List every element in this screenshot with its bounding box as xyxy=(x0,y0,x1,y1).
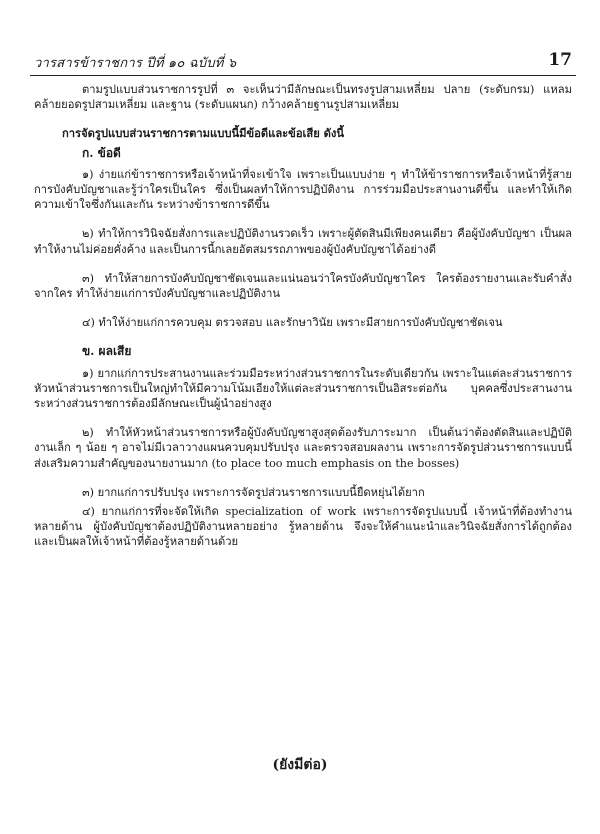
disadvantage-item-1: ๑) ยากแก่การประสานงานและร่วมมือระหว่างส่วนราชการในระดับเดียวกัน เพราะในแต่ละส่วนราชการ หัวหน้าส่วนราชการเป็นใหญ่ทำให้มีความโน้มเอียงให้แต่ละส่วนราชการเป็นอิสระต่อกัน บุคคลซึ่งประสานงานระหว่างส่วนราชการต้องมีลักษณะเป็นผู้นำอย่างสูง xyxy=(34,366,572,411)
disadvantage-item-2: ๒) ทำให้หัวหน้าส่วนราชการหรือผู้บังคับบัญชาสูงสุดต้องรับภาระมาก เป็นต้นว่าต้องตัดสินและปฏิบัติงานเล็ก ๆ น้อย ๆ อาจไม่มีเวลาวางแผนควบคุมปรับปรุง และตรวจสอบผลงาน เพราะการจัดรูปส่วนราชการแบบนี้ส่งเสริมความสำคัญของนายงานมาก (to place too much emphasis on the bosses) xyxy=(34,426,572,470)
disadvantage-item-4: ๔) ยากแก่การที่จะจัดให้เกิด specialization of work เพราะการจัดรูปแบบนี้ เจ้าหน้าที่ต้องทำงานหลายด้าน ผู้บังคับบัญชาต้องปฏิบัติงานหลายอย่าง รู้หลายด้าน จึงจะให้คำแนะนำและวินิจฉัยสั่งการได้ถูกต้อง และเป็นผลให้เจ้าหน้าที่ต้องรู้หลายด้านด้วย xyxy=(34,505,572,549)
disadvantage-item-3: ๓) ยากแก่การปรับปรุง เพราะการจัดรูปส่วนราชการแบบนี้ยืดหยุ่นได้ยาก xyxy=(82,485,425,499)
advantage-item-1: ๑) ง่ายแก่ข้าราชการหรือเจ้าหน้าที่จะเข้าใจ เพราะเป็นแบบง่าย ๆ ทำให้ข้าราชการหรือเจ้าหน้าที่รู้สายการบังคับบัญชาและรู้ว่าใครเป็นใคร ซึ่งเป็นผลทำให้การปฏิบัติงาน การร่วมมือประสานงานดีขึ้น และทำให้เกิดความเข้าใจซึ่งกันและกัน ระหว่างข้าราชการดีขึ้น xyxy=(34,167,572,212)
intro-paragraph: ตามรูปแบบส่วนราชการรูปที่ ๓ จะเห็นว่ามีลักษณะเป็นทรงรูปสามเหลี่ยม ปลาย (ระดับกรม) แหลมคล้ายยอดรูปสามเหลี่ยม และฐาน (ระดับแผนก) กว้างคล้ายฐานรูปสามเหลี่ยม xyxy=(34,83,572,112)
document-body xyxy=(34,82,572,564)
advantage-item-2: ๒) ทำให้การวินิจฉัยสั่งการและปฏิบัติงานรวดเร็ว เพราะผู้ตัดสินมีเพียงคนเดียว คือผู้บังคับบัญชา เป็นผลทำให้งานไม่ค่อยคั่งค้าง และเป็นการนี้กเลยอัตสมรรถภาพของผู้บังคับบัญชาได้อย่างดี xyxy=(34,227,572,256)
continued-label: (ยังมีต่อ) xyxy=(272,757,328,773)
journal-title: วารสารข้าราชการ ปีที่ ๑๐ ฉบับที่ ๖ xyxy=(34,56,237,71)
disadvantages-heading: ข. ผลเสีย xyxy=(82,344,132,359)
advantages-heading: ก. ข้อดี xyxy=(82,145,121,160)
header-divider xyxy=(30,75,576,76)
section-heading: การจัดรูปแบบส่วนราชการตามแบบนี้มีข้อดีและข้อเสีย ดังนี้ xyxy=(62,126,345,141)
advantage-item-4: ๔) ทำให้ง่ายแก่การควบคุม ตรวจสอบ และรักษาวินัย เพราะมีสายการบังคับบัญชาชัดเจน xyxy=(82,316,503,330)
page-number: 17 xyxy=(548,50,572,70)
page-header xyxy=(34,50,572,72)
advantage-item-3: ๓) ทำให้สายการบังคับบัญชาชัดเจนและแน่นอนว่าใครบังคับบัญชาใคร ใครต้องรายงานและรับคำสั่งจากใคร ทำให้ง่ายแก่การบังคับบัญชาและปฏิบัติงาน xyxy=(34,271,572,301)
